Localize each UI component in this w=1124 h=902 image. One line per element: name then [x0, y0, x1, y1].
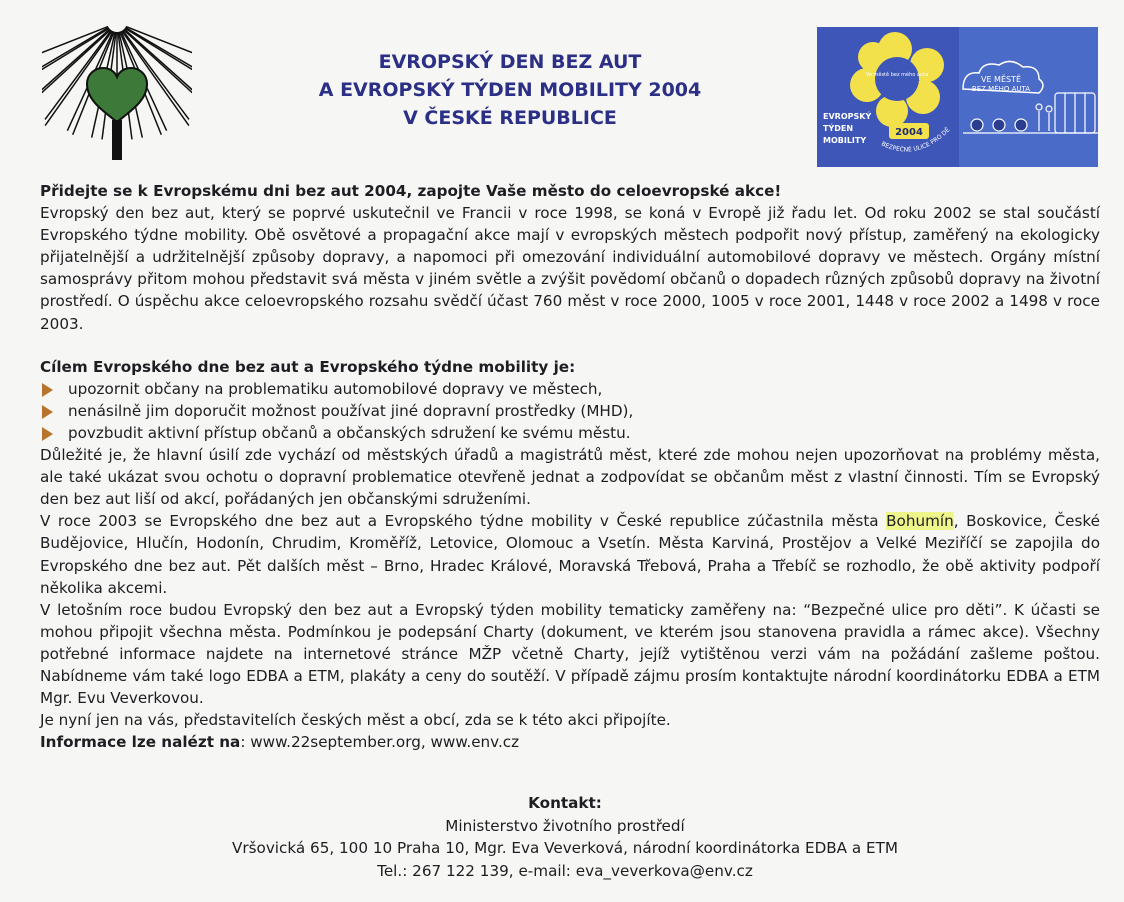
contact-line: Ministerstvo životního prostředí: [445, 816, 685, 835]
badge-line-1: EVROPSKÝ: [823, 112, 872, 121]
info-links: : www.22september.org, www.env.cz: [240, 733, 520, 752]
paragraph-invitation: Je nyní jen na vás, představitelích českých měst a obcí, zda se k této akci připojíte.: [40, 711, 671, 730]
list-item: [40, 422, 1100, 444]
title-line-1: EVROPSKÝ DEN BEZ AUT: [378, 51, 642, 73]
title-line-2: A EVROPSKÝ TÝDEN MOBILITY 2004: [318, 79, 702, 101]
paragraph-this-year: V letošním roce budou Evropský den bez aut a Evropský týden mobility tematicky zaměřeny na: “Bezpečné ulice pro děti”. K účasti se mohou připojit všechna města. Podmínkou je podepsání Charty (dokument, ve kterém jsou stanovena pravidla a rámec akce). Všechny potřebné informace najdete na internetové stránce MŽP včetně Charty, jejíž vytištěnou verzi vám na požádání zašleme poštou. Nabídneme vám také logo EDBA a ETM, plakáty a ceny do soutěží. V případě zájmu prosím kontaktujte národní koordinátorku EDBA a ETM Mgr. Evu Veverkovou.: [40, 600, 1100, 708]
contact-line: Vršovická 65, 100 10 Praha 10, Mgr. Eva Veverková, národní koordinátorka EDBA a ETM: [231, 839, 899, 857]
badge-line-2: TÝDEN: [823, 124, 854, 133]
badge-line-3: MOBILITY: [823, 136, 867, 145]
paragraph-importance: Důležité je, že hlavní úsilí zde vychází od městských úřadů a magistrátů měst, které zde mohou nejen upozorňovat na problémy města, ale také ukázat svou ochotu o dopravní problematice otevřeně jednat a zodpovídat se občanům měst z vlastní činnosti. Tím se Evropský den bez aut liší od akcí, pořádaných jen občanskými sdruženími.: [40, 446, 1100, 509]
list-item: [40, 378, 1100, 400]
info-line: [40, 731, 1100, 753]
heart-icon: [87, 68, 147, 122]
participants-text-end: , Boskovice, České Budějovice, Hlučín, Hodonín, Chrudim, Kroměříž, Letovice, Olomouc a Vsetín. Města Karviná, Prostějov a Velké Meziříčí se zapojila do Evropského dne bez aut. Pět dalších měst – Brno, Hradec Králové, Moravská Třebová, Praha a Třebíč se rozhodlo, že obě aktivity podpoří několika akcemi.: [40, 512, 1100, 597]
contact-block: [200, 792, 930, 882]
contact-heading: Kontakt:: [528, 794, 602, 812]
cloud-line-1: VE MĚSTĚ: [980, 75, 1022, 84]
list-item: [40, 400, 1100, 422]
goal-text: nenásilně jim doporučit možnost používat jiné dopravní prostředky (MHD),: [68, 401, 634, 420]
goals-list: [40, 378, 1100, 444]
intro-paragraph: Evropský den bez aut, který se poprvé uskutečnil ve Francii v roce 1998, se koná v Evropě již řadu let. Od roku 2002 se stal součástí Evropského týdne mobility. Obě osvětové a propagační akce mají v evropských městech podpořit nový přístup, zaměřený na ekologicky přijatelnější a udržitelnější způsoby dopravy, a napomoci při omezování individuální automobilové dopravy ve městech. Orgány místní samosprávy přitom mohou představit svá města v jiném světle a zvýšit povědomí občanů o dopadech různých způsobů dopravy na životní prostředí. O úspěchu akce celoevropského rozsahu svědčí účast 760 měst v roce 2000, 1005 v roce 2001, 1448 v roce 2002 a 1498 v roce 2003.: [40, 204, 1100, 333]
heart-tree-logo: [42, 22, 192, 164]
paragraph-participants: [40, 510, 1100, 598]
triangle-bullet-icon: [42, 427, 53, 441]
triangle-bullet-icon: [42, 405, 53, 419]
mobility-week-badge: [817, 27, 1098, 167]
goals-heading: Cílem Evropského dne bez aut a Evropského týdne mobility je:: [40, 357, 576, 376]
triangle-bullet-icon: [42, 383, 53, 397]
info-label: Informace lze nalézt na: [40, 733, 241, 752]
badge-arc-text: BEZPEČNÉ ULICE PRO DĚ: [880, 126, 952, 154]
participants-text-start: V roce 2003 se Evropského dne bez aut a Evropského týdne mobility v České republice zúčastnila města: [40, 512, 887, 531]
article-body: [40, 180, 1100, 753]
contact-line: Tel.: 267 122 139, e-mail: eva_veverkova@env.cz: [377, 861, 753, 880]
flower-text: Ve městě bez mého auta: [865, 72, 929, 78]
goal-text: povzbudit aktivní přístup občanů a občanských sdružení ke svému městu.: [68, 423, 631, 442]
badge-year: 2004: [895, 127, 923, 138]
page-title: [250, 48, 770, 132]
cloud-line-2: BEZ MÉHO AUTA: [971, 85, 1031, 93]
goal-text: upozornit občany na problematiku automobilové dopravy ve městech,: [68, 379, 603, 398]
highlighted-city: Bohumín: [886, 512, 954, 531]
intro-heading: Přidejte se k Evropskému dni bez aut 2004, zapojte Vaše město do celoevropské akce!: [40, 182, 782, 200]
title-line-3: V ČESKÉ REPUBLICE: [403, 107, 617, 129]
